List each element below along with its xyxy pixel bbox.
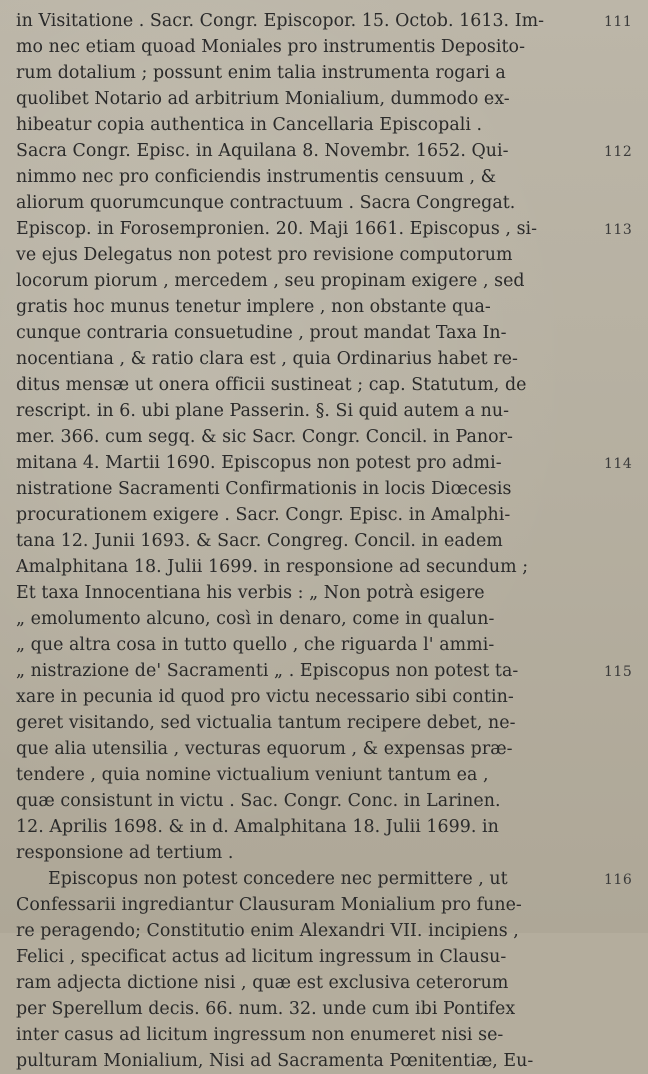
text-line: in Visitatione . Sacr. Congr. Episcopor. 15. Octob. 1613. Im- [16, 11, 545, 31]
text-line: Episcop. in Forosempronien. 20. Maji 1661. Episcopus , si- [16, 219, 538, 239]
text-line: tendere , quia nomine victualium veniunt tantum ea , [16, 765, 489, 785]
margin-number: 115 [604, 664, 633, 680]
text-line: „ que altra cosa in tutto quello , che riguarda l' ammi- [16, 635, 495, 655]
margin-number: 116 [604, 872, 633, 888]
text-line: ve ejus Delegatus non potest pro revisione computorum [16, 245, 513, 265]
text-line: per Sperellum decis. 66. num. 32. unde cum ibi Pontifex [16, 999, 516, 1019]
text-line: que alia utensilia , vecturas equorum , & expensas præ- [16, 739, 513, 759]
text-line: responsione ad tertium . [16, 843, 234, 863]
text-line: xare in pecunia id quod pro victu necessario sibi contin- [16, 687, 514, 707]
margin-number: 114 [604, 456, 633, 472]
text-line: aliorum quorumcunque contractuum . Sacra Congregat. [16, 193, 516, 213]
text-line: re peragendo; Constitutio enim Alexandri VII. incipiens , [16, 921, 519, 941]
text-line: rescript. in 6. ubi plane Passerin. §. Si quid autem a nu- [16, 401, 510, 421]
text-line: rum dotalium ; possunt enim talia instrumenta rogari a [16, 63, 506, 83]
text-line: procurationem exigere . Sacr. Congr. Episc. in Amalphi- [16, 505, 511, 525]
text-line: mitana 4. Martii 1690. Episcopus non potest pro admi- [16, 453, 502, 473]
text-line: „ nistrazione de' Sacramenti „ . Episcopus non potest ta- [16, 661, 519, 681]
text-line: Amalphitana 18. Julii 1699. in responsione ad secundum ; [16, 557, 529, 577]
text-line: gratis hoc munus tenetur implere , non obstante qua- [16, 297, 491, 317]
text-line: ditus mensæ ut onera officii sustineat ; cap. Statutum, de [16, 375, 527, 395]
text-line: ram adjecta dictione nisi , quæ est exclusiva ceterorum [16, 973, 509, 993]
text-line: nimmo nec pro conficiendis instrumentis censuum , & [16, 167, 497, 187]
text-line: nocentiana , & ratio clara est , quia Ordinarius habet re- [16, 349, 518, 369]
text-line: Et taxa Innocentiana his verbis : „ Non potrà esigere [16, 583, 485, 603]
text-line: 12. Aprilis 1698. & in d. Amalphitana 18. Julii 1699. in [16, 817, 499, 837]
text-line: geret visitando, sed victualia tantum recipere debet, ne- [16, 713, 516, 733]
text-line: Confessarii ingrediantur Clausuram Monialium pro fune- [16, 895, 522, 915]
text-line: Episcopus non potest concedere nec permittere , ut [48, 869, 508, 889]
margin-number: 113 [604, 222, 633, 238]
body-text [16, 8, 600, 1074]
text-line: quolibet Notario ad arbitrium Monialium, dummodo ex- [16, 89, 510, 109]
margin-number: 111 [604, 14, 633, 30]
text-line: pulturam Monialium, Nisi ad Sacramenta Pœnitentiæ, Eu- [16, 1051, 534, 1071]
text-line: Sacra Congr. Episc. in Aquilana 8. Novembr. 1652. Qui- [16, 141, 509, 161]
text-line: Felici , specificat actus ad licitum ingressum in Clausu- [16, 947, 507, 967]
text-line: cunque contraria consuetudine , prout mandat Taxa In- [16, 323, 507, 343]
text-line: nistratione Sacramenti Confirmationis in locis Diœcesis [16, 479, 512, 499]
margin-number: 112 [604, 144, 633, 160]
text-line: inter casus ad licitum ingressum non enumeret nisi se- [16, 1025, 504, 1045]
text-line: locorum piorum , mercedem , seu propinam exigere , sed [16, 271, 525, 291]
text-line: hibeatur copia authentica in Cancellaria Episcopali . [16, 115, 483, 135]
text-line: mer. 366. cum segq. & sic Sacr. Congr. Concil. in Panor- [16, 427, 513, 447]
text-line: „ emolumento alcuno, così in denaro, come in qualun- [16, 609, 495, 629]
text-line: quæ consistunt in victu . Sac. Congr. Conc. in Larinen. [16, 791, 501, 811]
text-line: mo nec etiam quoad Moniales pro instrumentis Deposito- [16, 37, 525, 57]
text-line: tana 12. Junii 1693. & Sacr. Congreg. Concil. in eadem [16, 531, 503, 551]
